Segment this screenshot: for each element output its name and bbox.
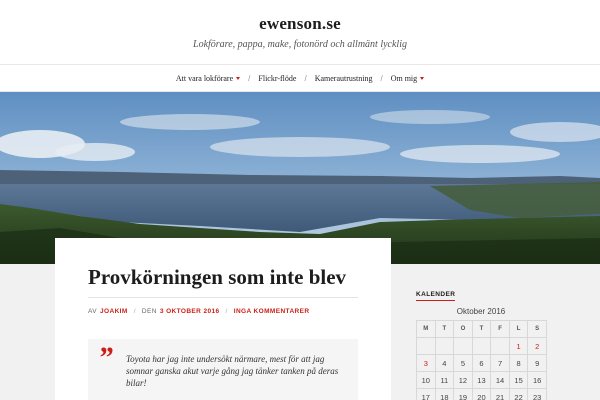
calendar-day: [491, 338, 510, 355]
calendar-day: 8: [509, 355, 528, 372]
nav-separator: /: [304, 73, 307, 83]
nav-item-flickr-flode[interactable]: [258, 74, 296, 83]
nav-separator: /: [380, 73, 383, 83]
calendar-day: 9: [528, 355, 547, 372]
calendar-day: [472, 338, 491, 355]
meta-date-prefix: DEN: [141, 308, 157, 315]
meta-separator: /: [133, 308, 136, 315]
post-meta: [88, 308, 309, 315]
calendar-day: [454, 338, 473, 355]
weekday-header: O: [454, 321, 473, 338]
calendar-day: 5: [454, 355, 473, 372]
calendar-day: 22: [509, 389, 528, 400]
calendar-day: 21: [491, 389, 510, 400]
weekday-header: M: [417, 321, 436, 338]
nav-item-om-mig[interactable]: [391, 74, 424, 83]
weekday-header: S: [528, 321, 547, 338]
quote-text: Toyota har jag inte undersökt närmare, mest för att jag somnar ganska akut varje gång jag tänker tanken på deras bilar!: [126, 354, 339, 388]
nav-separator: /: [248, 73, 251, 83]
post-card: [55, 238, 391, 400]
calendar-week-row: [417, 389, 547, 400]
weekday-header: L: [509, 321, 528, 338]
site-description: Lokförare, pappa, make, fotonörd och allmänt lycklig: [193, 39, 407, 50]
meta-separator: /: [225, 308, 228, 315]
calendar-day: 4: [435, 355, 454, 372]
calendar-day-link[interactable]: 2: [528, 338, 547, 355]
calendar-day-link[interactable]: 1: [509, 338, 528, 355]
calendar-day: 23: [528, 389, 547, 400]
calendar-week-row: [417, 355, 547, 372]
calendar-table: [416, 320, 547, 400]
calendar-day: 18: [435, 389, 454, 400]
date-link[interactable]: 3 OKTOBER 2016: [159, 308, 220, 315]
post-title[interactable]: Provkörningen som inte blev: [88, 265, 347, 289]
calendar-day: 10: [417, 372, 436, 389]
post-divider: [88, 297, 358, 298]
calendar-week-row: [417, 372, 547, 389]
main-navigation: [0, 64, 600, 92]
nav-item-label: Om mig: [390, 73, 418, 83]
calendar-caption: Oktober 2016: [456, 307, 506, 316]
calendar-widget-title: KALENDER: [416, 291, 455, 301]
calendar-day: 16: [528, 372, 547, 389]
quote-icon: ”: [98, 341, 113, 374]
nav-item-label: Kamerautrustning: [314, 73, 373, 83]
calendar-day-link[interactable]: 3: [417, 355, 436, 372]
post-blockquote: [88, 339, 358, 400]
weekday-header: T: [472, 321, 491, 338]
nav-item-label: Flickr-flöde: [258, 73, 297, 83]
site-header: [0, 0, 600, 64]
nav-item-att-vara-lokforare[interactable]: [176, 74, 240, 83]
weekday-header: F: [491, 321, 510, 338]
calendar-week-row: [417, 338, 547, 355]
meta-by-label: AV: [88, 308, 97, 315]
calendar-day: 13: [472, 372, 491, 389]
chevron-down-icon: [236, 77, 240, 80]
calendar-day: [417, 338, 436, 355]
nav-item-label: Att vara lokförare: [175, 73, 234, 83]
calendar-day: 14: [491, 372, 510, 389]
calendar-day: 20: [472, 389, 491, 400]
calendar-day: 7: [491, 355, 510, 372]
calendar-day: 19: [454, 389, 473, 400]
calendar-day: 12: [454, 372, 473, 389]
calendar-day: 15: [509, 372, 528, 389]
site-title[interactable]: ewenson.se: [259, 14, 341, 33]
calendar-day: [435, 338, 454, 355]
calendar-day: 6: [472, 355, 491, 372]
calendar-day: 11: [435, 372, 454, 389]
calendar-weekday-row: [417, 321, 547, 338]
calendar-day: 17: [417, 389, 436, 400]
weekday-header: T: [435, 321, 454, 338]
comments-link[interactable]: INGA KOMMENTARER: [233, 308, 310, 315]
nav-item-kamerautrustning[interactable]: [315, 74, 373, 83]
author-link[interactable]: JOAKIM: [100, 308, 128, 315]
chevron-down-icon: [420, 77, 424, 80]
